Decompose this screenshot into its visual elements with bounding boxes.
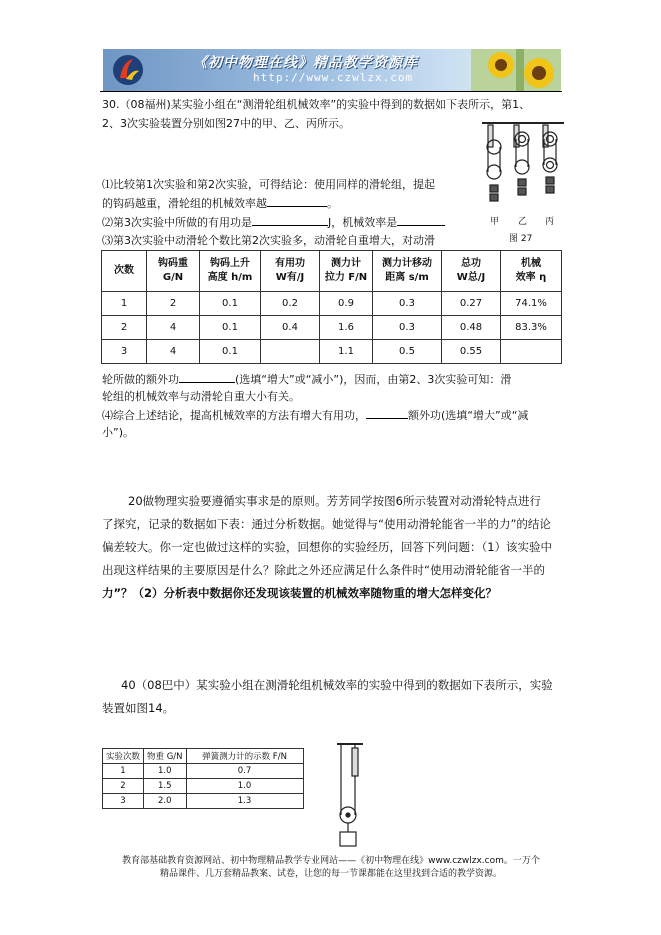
table-cell: 2.0 <box>144 794 187 809</box>
q30-part2-text: ⑵第3次实验中所做的有用功是 <box>102 216 252 229</box>
figure-27-label: 图 27 <box>509 234 533 244</box>
table-cell: 1.0 <box>186 779 303 794</box>
q30-part4-line-2: 小”)。 <box>102 426 134 439</box>
q30-part1-line-2 <box>102 195 338 211</box>
site-banner <box>103 49 561 91</box>
footer-line-1: 教育部基础教育资源网站、初中物理精品教学专业网站——《初中物理在线》www.czwlzx.com。一万个 <box>122 856 540 866</box>
q40-line-1: 40（08巴中）某实验小组在测滑轮组机械效率的实验中得到的数据如下表所示，实验 <box>121 678 553 692</box>
q30-part1-text: 的钩码越重，滑轮组的机械效率越 <box>102 197 267 210</box>
site-logo-icon <box>111 53 145 87</box>
table-cell: 0.27 <box>442 292 501 316</box>
table-row <box>102 316 562 340</box>
header-cell: 机械 效率 η <box>501 251 562 292</box>
sunflower-icon <box>471 49 561 91</box>
table-row <box>103 764 304 779</box>
q30-part3-line: ⑶第3次实验中动滑轮个数比第2次实验多，动滑轮自重增大，对动滑 <box>102 234 435 247</box>
table-cell: 0.9 <box>320 292 373 316</box>
banner-url[interactable]: http://www.czwlzx.com <box>253 71 414 84</box>
q20-line-5: 力”？（2）分析表中数据你还发现该装置的机械效率随物重的增大怎样变化？ <box>102 586 498 600</box>
q30-after-line-1 <box>102 371 511 387</box>
header-cell: 次数 <box>102 251 147 292</box>
table-cell: 3 <box>103 794 144 809</box>
table-cell: 0.7 <box>186 764 303 779</box>
q30-part4-blank[interactable] <box>366 407 408 419</box>
table-cell: 0.1 <box>200 316 261 340</box>
table-header-row <box>102 251 562 292</box>
q30-intro-line-1: 30.（08福州)某实验小组在“测滑轮组机械效率”的实验中得到的数据如下表所示，第1、 <box>102 98 531 111</box>
q30-after-text-b: (选填“增大”或“减小”)，因而，由第2、3次实验可知：滑 <box>235 373 512 386</box>
header-cell: 物重 G/N <box>144 749 187 764</box>
table-row <box>102 340 562 364</box>
table-cell-empty <box>501 340 562 364</box>
q30-data-table <box>101 250 562 364</box>
table-cell: 0.1 <box>200 292 261 316</box>
table-row <box>103 779 304 794</box>
q20-line-3: 偏差较大。你一定也做过这样的实验，回想你的实验经历，回答下列问题：（1）该实验中 <box>102 540 553 554</box>
q30-part4-line-1 <box>102 407 528 423</box>
header-cell: 测力计 拉力 F/N <box>320 251 373 292</box>
table-cell: 2 <box>147 292 200 316</box>
table-cell: 0.3 <box>373 316 442 340</box>
table-cell: 1.1 <box>320 340 373 364</box>
table-cell: 0.48 <box>442 316 501 340</box>
table-cell: 0.4 <box>261 316 320 340</box>
table-cell: 1.3 <box>186 794 303 809</box>
q30-extra-work-blank[interactable] <box>179 371 235 383</box>
table-cell: 74.1% <box>501 292 562 316</box>
q30-part2-line <box>102 214 445 230</box>
table-cell: 1.5 <box>144 779 187 794</box>
table-cell: 0.5 <box>373 340 442 364</box>
q20-line-2: 了探究，记录的数据如下表：通过分析数据。她觉得与“使用动滑轮能省一半的力”的结论 <box>102 517 551 531</box>
figure-27-part-a: 甲 <box>490 217 500 227</box>
q20-line-1: 20做物理实验要遵循实事求是的原则。芳芳同学按图6所示装置对动滑轮特点进行 <box>128 494 541 508</box>
q30-part1-line-1: ⑴比较第1次实验和第2次实验，可得结论：使用同样的滑轮组，提起 <box>102 178 435 191</box>
header-rule <box>100 91 562 92</box>
q30-part2-useful-work-blank[interactable] <box>252 214 328 226</box>
table-cell: 0.2 <box>261 292 320 316</box>
figure-27-part-c: 丙 <box>545 217 555 227</box>
table-row <box>103 794 304 809</box>
header-cell: 钩码重 G/N <box>147 251 200 292</box>
table-cell: 4 <box>147 316 200 340</box>
q30-part2-efficiency-blank[interactable] <box>397 214 445 226</box>
table-cell: 0.1 <box>200 340 261 364</box>
figure-27-part-b: 乙 <box>518 217 528 227</box>
q30-intro-line-2: 2、3次实验装置分别如图27中的甲、乙、丙所示。 <box>102 117 350 130</box>
q30-after-text: 轮所做的额外功 <box>102 373 179 386</box>
table-cell: 2 <box>103 779 144 794</box>
q20-line-4: 出现这样结果的主要原因是什么？除此之外还应满足什么条件时“使用动滑轮能省一半的 <box>102 563 545 577</box>
header-cell: 钩码上升 高度 h/m <box>200 251 261 292</box>
footer-line-2: 精品课件、几万套精品教案、试卷，让您的每一节课都能在这里找到合适的教学资源。 <box>159 869 502 879</box>
table-cell: 0.55 <box>442 340 501 364</box>
table-cell: 1.0 <box>144 764 187 779</box>
figure-14-pulley-diagram <box>323 740 373 850</box>
banner-title: 《初中物理在线》精品教学资源库 <box>193 55 418 71</box>
q30-part4-text: ⑷综合上述结论，提高机械效率的方法有增大有用功， <box>102 409 366 422</box>
header-cell: 实验次数 <box>103 749 144 764</box>
q40-data-table <box>102 748 304 809</box>
header-cell: 总功 W总/J <box>442 251 501 292</box>
table-cell: 2 <box>102 316 147 340</box>
header-cell: 测力计移动 距离 s/m <box>373 251 442 292</box>
header-cell: 弹簧测力计的示数 F/N <box>186 749 303 764</box>
table-cell: 1 <box>103 764 144 779</box>
q40-line-2: 装置如图14。 <box>102 701 175 715</box>
page-footer <box>95 855 567 881</box>
table-cell: 0.3 <box>373 292 442 316</box>
q30-after-line-2: 轮组的机械效率与动滑轮自重大小有关。 <box>102 390 300 403</box>
q30-part1-answer-blank[interactable] <box>267 195 327 207</box>
table-cell: 1 <box>102 292 147 316</box>
table-cell: 1.6 <box>320 316 373 340</box>
q30-part4-text-b: 额外功(选填“增大”或“减 <box>408 409 529 422</box>
table-row <box>102 292 562 316</box>
table-cell: 4 <box>147 340 200 364</box>
header-cell: 有用功 W有/J <box>261 251 320 292</box>
table-cell: 83.3% <box>501 316 562 340</box>
table-cell: 3 <box>102 340 147 364</box>
table-cell-empty <box>261 340 320 364</box>
q30-part1-end: 。 <box>327 197 338 210</box>
q30-part2-text-b: J，机械效率是 <box>328 216 398 229</box>
table-header-row <box>103 749 304 764</box>
